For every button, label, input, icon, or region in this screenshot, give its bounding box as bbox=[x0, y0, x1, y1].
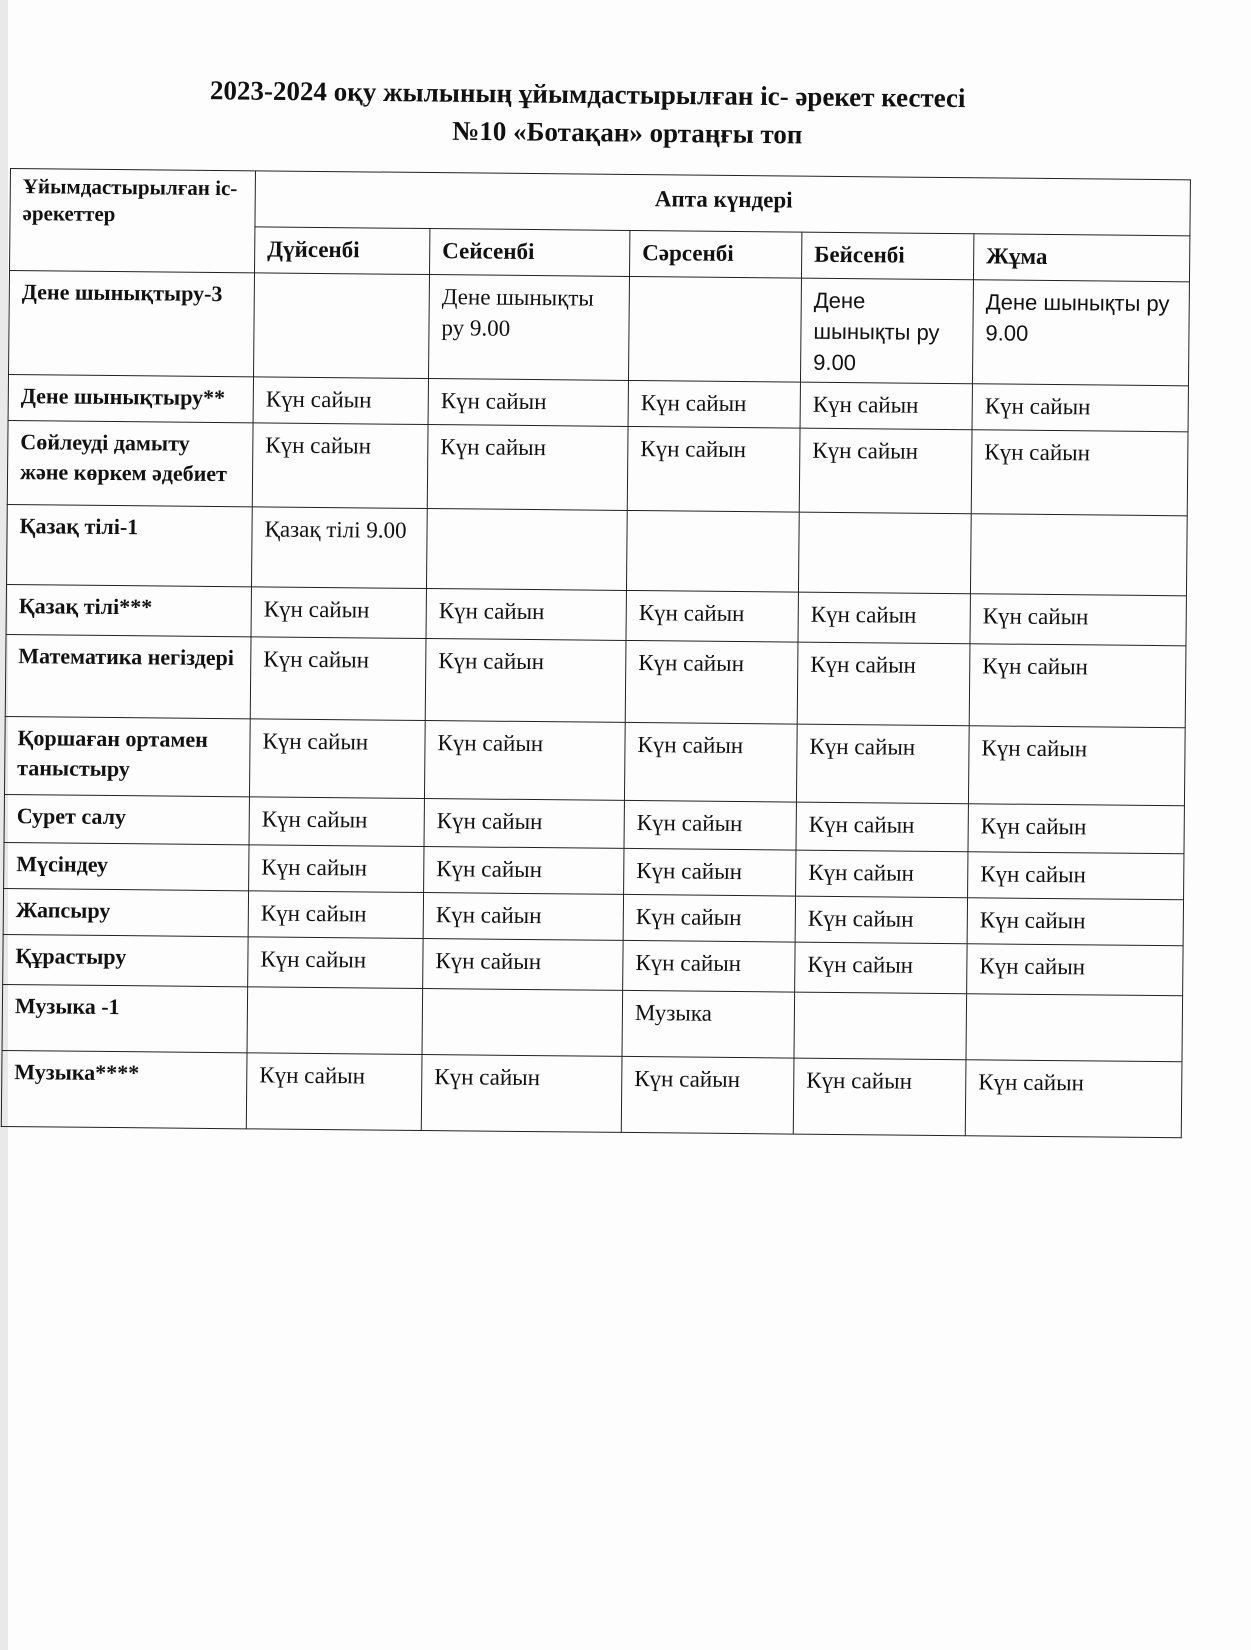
day-header-thursday: Бейсенбі bbox=[801, 232, 973, 280]
table-row bbox=[1, 1050, 1182, 1137]
schedule-cell-monday: Күн сайын bbox=[248, 937, 423, 989]
schedule-table bbox=[1, 168, 1191, 1138]
schedule-cell-tuesday: Күн сайын bbox=[426, 589, 626, 641]
activity-label: Сурет салу bbox=[4, 794, 249, 844]
schedule-cell-wednesday bbox=[626, 510, 799, 592]
schedule-cell-monday: Күн сайын bbox=[248, 891, 423, 939]
schedule-cell-thursday: Күн сайын bbox=[795, 896, 967, 944]
schedule-cell-friday bbox=[966, 994, 1183, 1062]
schedule-cell-monday bbox=[247, 987, 423, 1055]
schedule-cell-tuesday: Күн сайын bbox=[423, 939, 623, 991]
schedule-cell-tuesday: Күн сайын bbox=[425, 639, 626, 723]
title-line-1: 2023-2024 оқу жылының ұйымдастырылған іс- әрекет кестесі bbox=[209, 75, 966, 114]
schedule-cell-friday: Күн сайын bbox=[968, 804, 1184, 854]
activity-label: Сөйлеуді дамыту және көркем әдебиет bbox=[7, 420, 253, 506]
schedule-cell-wednesday: Күн сайын bbox=[623, 940, 795, 992]
schedule-cell-wednesday bbox=[628, 276, 801, 382]
schedule-table-wrapper bbox=[1, 168, 1190, 1138]
schedule-cell-thursday: Күн сайын bbox=[796, 724, 969, 804]
schedule-cell-wednesday: Күн сайын bbox=[624, 722, 797, 802]
schedule-cell-friday: Күн сайын bbox=[968, 726, 1185, 806]
schedule-cell-thursday bbox=[794, 992, 967, 1060]
schedule-cell-friday: Күн сайын bbox=[970, 594, 1187, 646]
schedule-cell-monday: Күн сайын bbox=[250, 637, 426, 721]
schedule-cell-thursday: Күн сайын bbox=[796, 802, 968, 852]
schedule-body bbox=[1, 271, 1189, 1138]
activity-label: Дене шынықтыру-3 bbox=[9, 271, 255, 377]
schedule-cell-thursday: Дене шынықты ру 9.00 bbox=[800, 278, 973, 384]
schedule-cell-friday: Күн сайын bbox=[968, 852, 1184, 900]
schedule-cell-wednesday: Күн сайын bbox=[623, 894, 795, 942]
activity-label: Қазақ тілі-1 bbox=[7, 504, 253, 586]
schedule-cell-monday: Күн сайын bbox=[246, 1053, 422, 1131]
schedule-cell-tuesday: Күн сайын bbox=[428, 379, 628, 427]
schedule-cell-monday: Күн сайын bbox=[253, 377, 428, 425]
schedule-cell-monday: Күн сайын bbox=[249, 797, 424, 847]
schedule-cell-thursday bbox=[798, 512, 971, 594]
day-header-wednesday: Сәрсенбі bbox=[629, 230, 801, 278]
schedule-cell-friday: Күн сайын bbox=[967, 944, 1184, 996]
schedule-cell-thursday: Күн сайын bbox=[797, 642, 970, 726]
schedule-cell-thursday: Күн сайын bbox=[798, 592, 970, 644]
schedule-cell-wednesday: Күн сайын bbox=[624, 800, 796, 850]
schedule-cell-tuesday: Күн сайын bbox=[421, 1054, 622, 1132]
schedule-cell-thursday: Күн сайын bbox=[795, 942, 967, 994]
schedule-cell-monday: Күн сайын bbox=[252, 423, 428, 509]
activity-label: Музыка**** bbox=[1, 1050, 247, 1128]
table-row bbox=[9, 271, 1190, 386]
schedule-cell-wednesday: Күн сайын bbox=[626, 590, 798, 642]
schedule-cell-friday: Күн сайын bbox=[965, 1060, 1182, 1138]
schedule-cell-friday: Күн сайын bbox=[972, 384, 1188, 432]
schedule-cell-thursday: Күн сайын bbox=[799, 428, 972, 514]
schedule-cell-friday: Күн сайын bbox=[967, 898, 1183, 946]
activity-label: Музыка -1 bbox=[2, 984, 248, 1052]
schedule-cell-friday: Күн сайын bbox=[971, 430, 1188, 516]
table-row bbox=[7, 504, 1188, 595]
table-row bbox=[5, 634, 1186, 727]
schedule-cell-thursday: Күн сайын bbox=[800, 382, 972, 430]
activity-label: Математика негіздері bbox=[5, 634, 251, 718]
schedule-cell-wednesday: Күн сайын bbox=[627, 426, 800, 512]
schedule-cell-tuesday: Күн сайын bbox=[427, 425, 628, 511]
activity-label: Қазақ тілі*** bbox=[6, 584, 251, 636]
schedule-cell-thursday: Күн сайын bbox=[796, 850, 968, 898]
schedule-cell-wednesday: Күн сайын bbox=[628, 380, 800, 428]
table-row bbox=[2, 984, 1183, 1061]
activity-label: Жапсыру bbox=[3, 888, 248, 936]
activity-label: Мүсіндеу bbox=[4, 842, 249, 890]
schedule-cell-monday: Қазақ тілі 9.00 bbox=[251, 507, 427, 589]
schedule-cell-friday bbox=[970, 514, 1187, 596]
schedule-cell-tuesday: Күн сайын bbox=[424, 847, 624, 895]
activity-label: Қоршаған ортамен таныстыру bbox=[4, 716, 250, 796]
schedule-cell-monday: Күн сайын bbox=[249, 719, 425, 799]
schedule-cell-thursday: Күн сайын bbox=[793, 1058, 966, 1136]
schedule-cell-tuesday: Дене шынықты ру 9.00 bbox=[428, 275, 629, 381]
corner-header: Ұйымдастырылған іс- әрекеттер bbox=[10, 169, 256, 273]
schedule-cell-monday: Күн сайын bbox=[249, 845, 424, 893]
schedule-cell-tuesday: Күн сайын bbox=[424, 799, 624, 849]
day-header-tuesday: Сейсенбі bbox=[429, 229, 629, 277]
table-row bbox=[4, 716, 1185, 805]
activity-label: Құрастыру bbox=[3, 934, 248, 986]
schedule-cell-monday bbox=[254, 273, 430, 379]
header-row-week bbox=[10, 169, 1191, 236]
title-line-2: №10 «Ботақан» ортаңғы топ bbox=[452, 115, 803, 150]
schedule-cell-tuesday: Күн сайын bbox=[424, 721, 625, 801]
schedule-cell-monday: Күн сайын bbox=[251, 587, 426, 639]
schedule-cell-wednesday: Музыка bbox=[622, 990, 795, 1058]
schedule-cell-wednesday: Күн сайын bbox=[624, 848, 796, 896]
schedule-cell-tuesday bbox=[426, 509, 627, 591]
table-row bbox=[7, 420, 1188, 515]
schedule-cell-friday: Күн сайын bbox=[969, 644, 1186, 728]
activity-label: Дене шынықтыру** bbox=[8, 374, 253, 422]
schedule-cell-friday: Дене шынықты ру 9.00 bbox=[972, 280, 1189, 386]
schedule-cell-wednesday: Күн сайын bbox=[625, 640, 798, 724]
day-header-friday: Жұма bbox=[973, 234, 1189, 282]
document-title bbox=[97, 70, 1078, 156]
day-header-monday: Дүйсенбі bbox=[255, 227, 430, 275]
schedule-cell-wednesday: Күн сайын bbox=[621, 1056, 794, 1134]
schedule-cell-tuesday: Күн сайын bbox=[423, 893, 623, 941]
schedule-cell-tuesday bbox=[422, 988, 623, 1056]
week-days-header: Апта күндері bbox=[255, 171, 1191, 236]
